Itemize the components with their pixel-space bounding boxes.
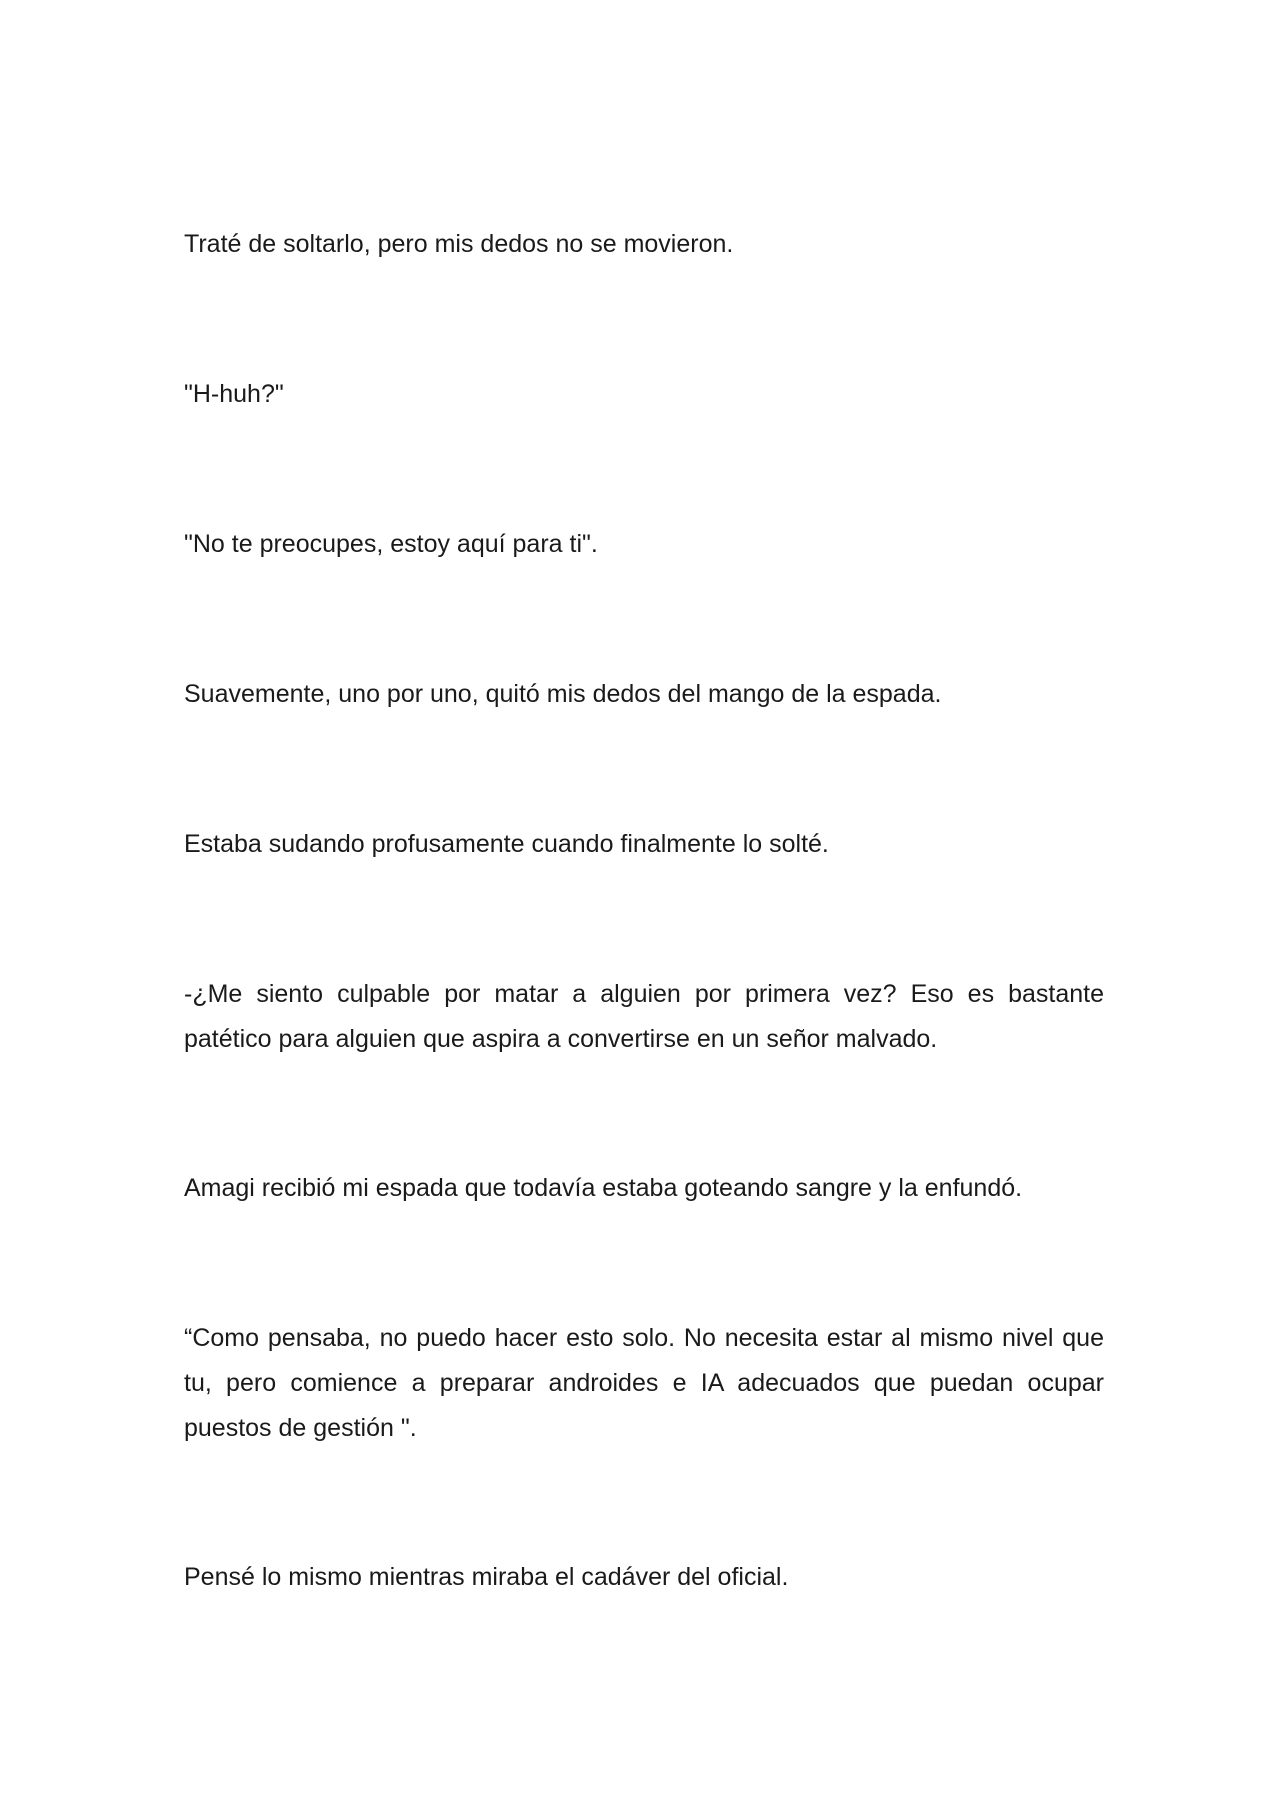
- paragraph-5: Estaba sudando profusamente cuando finalmente lo solté.: [184, 830, 829, 858]
- paragraph-3: "No te preocupes, estoy aquí para ti".: [184, 530, 598, 558]
- paragraph-7: Amagi recibió mi espada que todavía estaba goteando sangre y la enfundó.: [184, 1174, 1023, 1202]
- paragraph-4: Suavemente, uno por uno, quitó mis dedos del mango de la espada.: [184, 680, 942, 708]
- paragraph-2: "H-huh?": [184, 380, 284, 408]
- paragraph-8: “Como pensaba, no puedo hacer esto solo. No necesita estar al mismo nivel que tu, pero comience a preparar androides e IA adecuados que puedan ocupar puestos de gestión ".: [184, 1324, 1104, 1442]
- paragraph-9: Pensé lo mismo mientras miraba el cadáver del oficial.: [184, 1563, 789, 1591]
- paragraph-1: Traté de soltarlo, pero mis dedos no se movieron.: [184, 230, 734, 258]
- paragraph-6: -¿Me siento culpable por matar a alguien por primera vez? Eso es bastante patético para alguien que aspira a convertirse en un señor malvado.: [184, 980, 1104, 1053]
